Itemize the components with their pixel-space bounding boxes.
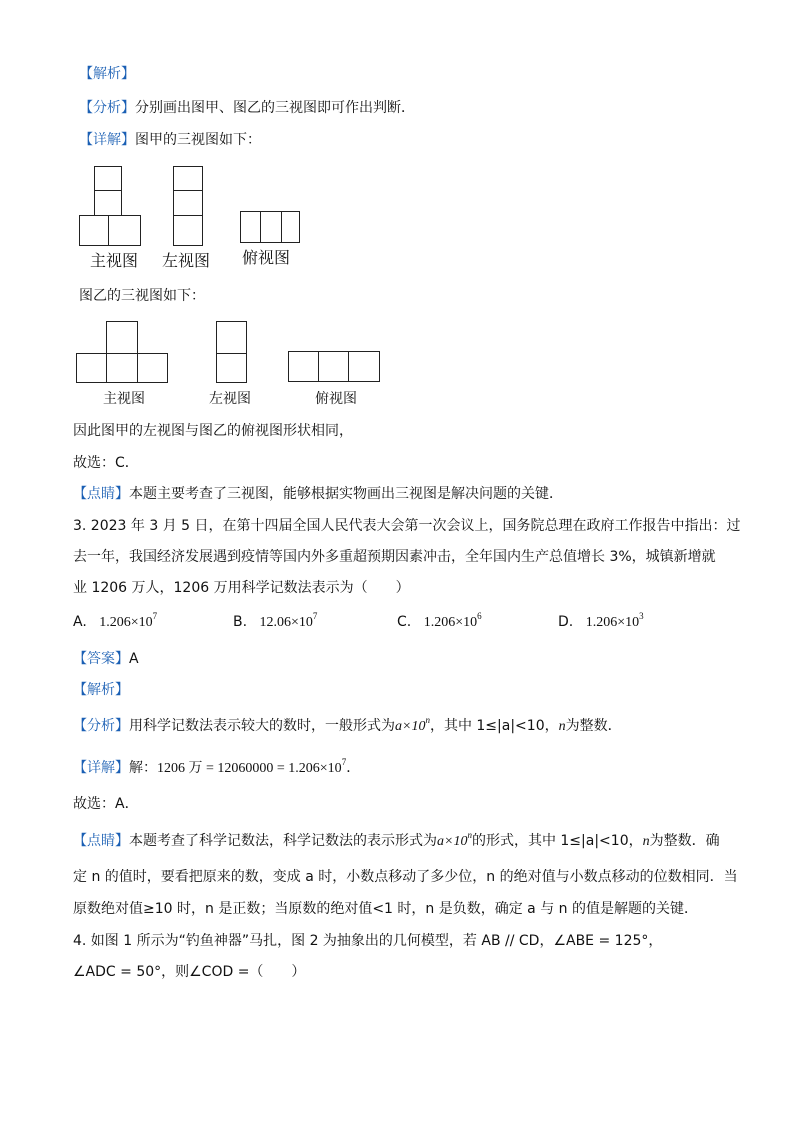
option-exp: 3 bbox=[639, 611, 644, 621]
q3-jiexi-heading: 【解析】 bbox=[73, 682, 129, 698]
jia-left-cell bbox=[173, 190, 203, 216]
fenxi-n: n bbox=[558, 719, 566, 734]
q3-option-c bbox=[397, 612, 482, 633]
option-exp: 7 bbox=[312, 611, 318, 621]
option-label: D. bbox=[558, 614, 574, 630]
q4-stem-line-2: ∠ADC = 50°，则∠COD =（ ） bbox=[73, 964, 306, 980]
fenxi-tag: 【分析】 bbox=[73, 718, 129, 734]
conclusion-line: 因此图甲的左视图与图乙的俯视图形状相同， bbox=[73, 423, 353, 439]
yi-top-cell bbox=[288, 351, 319, 382]
q3-dianjing-line-1 bbox=[73, 831, 720, 852]
option-exp: 7 bbox=[152, 611, 158, 621]
q3-option-b bbox=[233, 612, 317, 633]
xiangjie-tag: 【详解】 bbox=[79, 132, 135, 148]
jia-front-caption: 主视图 bbox=[90, 253, 139, 270]
q2-answer-line: 故选：C． bbox=[73, 455, 139, 471]
yi-front-cell bbox=[106, 353, 138, 383]
q3-answer-choice: 故选：A． bbox=[73, 796, 139, 812]
dianjing-1a: 本题考查了科学记数法，科学记数法的表示形式为 bbox=[129, 833, 437, 849]
xiangjie-text: 图甲的三视图如下： bbox=[135, 132, 261, 148]
q3-dianjing-line-3: 原数绝对值≥10 时，n 是正数；当原数的绝对值<1 时，n 是负数，确定 a 与 n 的值是解题的关键． bbox=[73, 901, 698, 917]
dianjing-line bbox=[73, 484, 563, 504]
xiangjie-formula: 1206 万 = 12060000 = 1.206×10 bbox=[157, 761, 342, 776]
q3-dianjing-line-2: 定 n 的值时，要看把原来的数，变成 a 时，小数点移动了多少位，n 的绝对值与小数点移动的位数相同．当 bbox=[73, 869, 738, 885]
jia-front-cell bbox=[94, 166, 122, 191]
dianjing-formula: a×10 bbox=[437, 834, 468, 849]
answer-value: A bbox=[129, 651, 139, 667]
dianjing-1c: 为整数．确 bbox=[649, 833, 720, 849]
q3-option-d bbox=[558, 612, 644, 633]
fenxi-exp: n bbox=[425, 715, 430, 725]
dianjing-text: 本题主要考查了三视图，能够根据实物画出三视图是解决问题的关键． bbox=[129, 486, 563, 502]
q3-answer-line bbox=[73, 649, 139, 669]
fenxi-line bbox=[79, 98, 415, 118]
dianjing-1b: 的形式，其中 1≤|a|<10， bbox=[471, 833, 643, 849]
xiangjie-exp: 7 bbox=[341, 757, 347, 767]
dianjing-n: n bbox=[642, 834, 650, 849]
q3-stem-line-2: 去一年，我国经济发展遇到疫情等国内外多重超预期因素冲击，全年国内生产总值增长 3%，城镇新增就 bbox=[73, 549, 716, 565]
option-exp: 6 bbox=[477, 611, 482, 621]
jia-left-cell bbox=[173, 166, 203, 191]
option-value: 1.206×10 bbox=[423, 615, 478, 630]
q3-stem-line-3: 业 1206 万人，1206 万用科学记数法表示为（ ） bbox=[73, 580, 410, 596]
dianjing-tag: 【点睛】 bbox=[73, 486, 129, 502]
dianjing-exp: n bbox=[467, 830, 472, 840]
answer-tag: 【答案】 bbox=[73, 651, 129, 667]
option-value: 1.206×10 bbox=[99, 615, 153, 630]
xiangjie-a: 解： bbox=[129, 760, 157, 776]
option-label: B. bbox=[233, 614, 248, 630]
yi-left-cell bbox=[216, 353, 247, 383]
q3-option-a bbox=[73, 612, 157, 633]
yi-front-caption: 主视图 bbox=[103, 392, 145, 407]
jia-front-cell bbox=[79, 215, 109, 246]
fenxi-text-c: 为整数． bbox=[565, 718, 622, 734]
option-value: 1.206×10 bbox=[585, 615, 640, 630]
xiangjie-end: ． bbox=[346, 760, 361, 776]
fenxi-text-b: ，其中 1≤|a|<10， bbox=[429, 718, 559, 734]
yi-intro: 图乙的三视图如下： bbox=[79, 288, 205, 304]
yi-top-cell bbox=[318, 351, 349, 382]
jia-top-caption: 俯视图 bbox=[242, 250, 291, 267]
yi-front-cell bbox=[76, 353, 107, 383]
q3-xiangjie-line bbox=[73, 758, 360, 779]
option-value: 12.06×10 bbox=[259, 615, 313, 630]
yi-front-cell bbox=[106, 321, 138, 354]
option-label: A. bbox=[73, 614, 87, 630]
jia-top-cell bbox=[260, 211, 282, 243]
jia-top-cell bbox=[281, 211, 300, 243]
yi-left-caption: 左视图 bbox=[209, 392, 251, 407]
fenxi-tag: 【分析】 bbox=[79, 100, 135, 116]
fenxi-text: 分别画出图甲、图乙的三视图即可作出判断． bbox=[135, 100, 415, 116]
fenxi-formula: a×10 bbox=[395, 719, 426, 734]
q4-stem-line-1: 4. 如图 1 所示为“钓鱼神器”马扎，图 2 为抽象出的几何模型，若 AB // CD，∠ABE = 125°， bbox=[73, 933, 663, 949]
xiangjie-tag: 【详解】 bbox=[73, 760, 129, 776]
yi-front-cell bbox=[137, 353, 168, 383]
yi-top-caption: 俯视图 bbox=[315, 392, 357, 407]
jiexi-heading: 【解析】 bbox=[79, 66, 135, 82]
yi-top-cell bbox=[348, 351, 380, 382]
fenxi-text: 用科学记数法表示较大的数时，一般形式为 bbox=[129, 718, 395, 734]
q3-fenxi-line bbox=[73, 716, 622, 737]
jia-top-cell bbox=[240, 211, 261, 243]
option-label: C. bbox=[397, 614, 412, 630]
jia-front-cell bbox=[94, 190, 122, 216]
dianjing-tag: 【点睛】 bbox=[73, 833, 129, 849]
q3-stem-line-1: 3. 2023 年 3 月 5 日，在第十四届全国人民代表大会第一次会议上，国务院总理在政府工作报告中指出：过 bbox=[73, 518, 741, 534]
jia-left-cell bbox=[173, 215, 203, 246]
jia-left-caption: 左视图 bbox=[162, 253, 211, 270]
jia-front-cell bbox=[108, 215, 141, 246]
yi-left-cell bbox=[216, 321, 247, 354]
xiangjie-line bbox=[79, 130, 261, 150]
